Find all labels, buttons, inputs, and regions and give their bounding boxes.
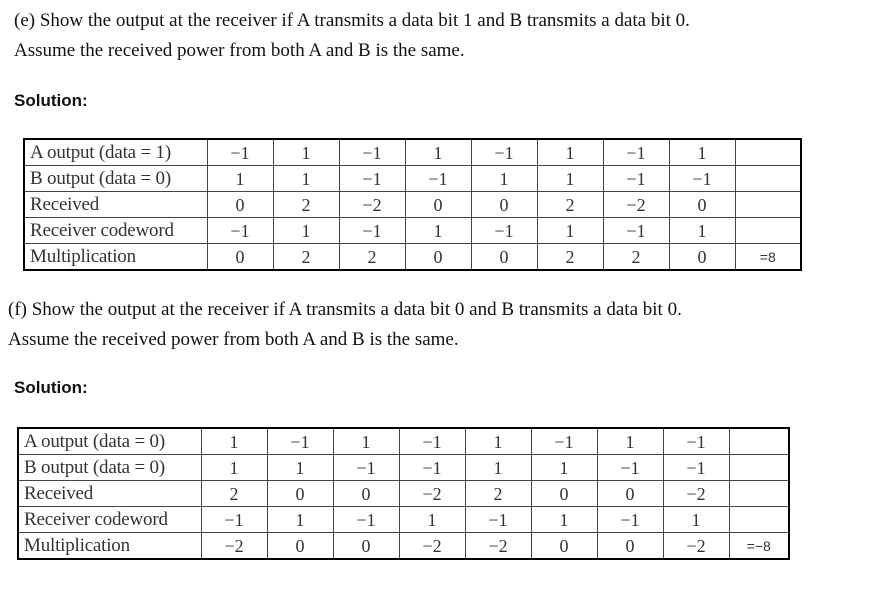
chip-cell: 0	[405, 244, 471, 271]
chip-cell: 1	[273, 218, 339, 244]
table-row	[24, 244, 801, 271]
result-cell: =8	[735, 244, 801, 271]
chip-cell: 0	[669, 192, 735, 218]
chip-cell: −2	[663, 481, 729, 507]
chip-cell: 0	[333, 481, 399, 507]
chip-cell: −1	[399, 455, 465, 481]
table-row	[24, 218, 801, 244]
chip-cell: −1	[399, 428, 465, 455]
cdma-table-e	[23, 138, 802, 271]
chip-cell: −2	[339, 192, 405, 218]
result-cell	[729, 507, 789, 533]
chip-cell: 2	[537, 244, 603, 271]
chip-cell: 0	[207, 192, 273, 218]
chip-cell: −2	[399, 533, 465, 560]
chip-cell: 1	[537, 139, 603, 166]
chip-cell: 0	[471, 192, 537, 218]
chip-cell: −1	[333, 455, 399, 481]
row-label: Multiplication	[24, 244, 207, 271]
table-row	[18, 533, 789, 560]
chip-cell: 2	[603, 244, 669, 271]
chip-cell: −1	[207, 139, 273, 166]
chip-cell: −1	[531, 428, 597, 455]
chip-cell: 1	[333, 428, 399, 455]
question-e-line1: (e) Show the output at the receiver if A transmits a data bit 1 and B transmits a data bit 0.	[14, 10, 690, 31]
chip-cell: 0	[597, 533, 663, 560]
row-label: Received	[18, 481, 201, 507]
chip-cell: 2	[537, 192, 603, 218]
chip-cell: 2	[273, 192, 339, 218]
question-f-line2: Assume the received power from both A and B is the same.	[8, 329, 459, 350]
row-label: Multiplication	[18, 533, 201, 560]
chip-cell: 1	[207, 166, 273, 192]
table-row	[24, 166, 801, 192]
question-e-text	[14, 6, 690, 66]
result-cell	[735, 139, 801, 166]
chip-cell: 1	[465, 455, 531, 481]
chip-cell: 1	[267, 507, 333, 533]
row-label: A output (data = 0)	[18, 428, 201, 455]
result-cell	[735, 166, 801, 192]
solution-e-heading: Solution:	[14, 91, 88, 110]
chip-cell: 2	[273, 244, 339, 271]
row-label: A output (data = 1)	[24, 139, 207, 166]
cdma-table-f	[17, 427, 790, 560]
chip-cell: −2	[603, 192, 669, 218]
chip-cell: −2	[399, 481, 465, 507]
question-f-text	[8, 295, 682, 355]
chip-cell: 1	[669, 218, 735, 244]
table-row	[18, 481, 789, 507]
chip-cell: 0	[267, 481, 333, 507]
chip-cell: −1	[207, 218, 273, 244]
row-label: Receiver codeword	[18, 507, 201, 533]
chip-cell: 1	[405, 139, 471, 166]
chip-cell: 1	[531, 455, 597, 481]
table-row	[18, 455, 789, 481]
chip-cell: 1	[405, 218, 471, 244]
chip-cell: 1	[669, 139, 735, 166]
chip-cell: −1	[603, 166, 669, 192]
chip-cell: 0	[267, 533, 333, 560]
chip-cell: −1	[471, 218, 537, 244]
result-cell	[735, 192, 801, 218]
chip-cell: 1	[597, 428, 663, 455]
chip-cell: −1	[597, 455, 663, 481]
chip-cell: −1	[663, 428, 729, 455]
chip-cell: 1	[201, 455, 267, 481]
chip-cell: −1	[603, 139, 669, 166]
row-label: Received	[24, 192, 207, 218]
table-row	[18, 428, 789, 455]
chip-cell: −1	[333, 507, 399, 533]
chip-cell: −1	[471, 139, 537, 166]
chip-cell: −1	[339, 166, 405, 192]
solution-f-heading: Solution:	[14, 378, 88, 397]
chip-cell: 1	[537, 166, 603, 192]
chip-cell: −1	[465, 507, 531, 533]
table-row	[18, 507, 789, 533]
chip-cell: 0	[207, 244, 273, 271]
chip-cell: 1	[531, 507, 597, 533]
chip-cell: −2	[663, 533, 729, 560]
chip-cell: 1	[663, 507, 729, 533]
result-cell: =−8	[729, 533, 789, 560]
result-cell	[729, 481, 789, 507]
row-label: B output (data = 0)	[24, 166, 207, 192]
chip-cell: −1	[663, 455, 729, 481]
result-cell	[729, 455, 789, 481]
chip-cell: −2	[201, 533, 267, 560]
table-row	[24, 192, 801, 218]
chip-cell: −1	[669, 166, 735, 192]
chip-cell: 1	[273, 139, 339, 166]
chip-cell: 0	[531, 481, 597, 507]
chip-cell: −1	[597, 507, 663, 533]
chip-cell: 0	[405, 192, 471, 218]
chip-cell: 0	[669, 244, 735, 271]
chip-cell: 1	[471, 166, 537, 192]
chip-cell: 1	[465, 428, 531, 455]
chip-cell: 1	[201, 428, 267, 455]
chip-cell: 2	[339, 244, 405, 271]
row-label: B output (data = 0)	[18, 455, 201, 481]
chip-cell: −1	[201, 507, 267, 533]
result-cell	[729, 428, 789, 455]
chip-cell: −1	[405, 166, 471, 192]
result-cell	[735, 218, 801, 244]
row-label: Receiver codeword	[24, 218, 207, 244]
chip-cell: 0	[531, 533, 597, 560]
chip-cell: 2	[201, 481, 267, 507]
question-f-line1: (f) Show the output at the receiver if A transmits a data bit 0 and B transmits a data bit 0.	[8, 299, 682, 320]
chip-cell: 0	[333, 533, 399, 560]
chip-cell: −1	[603, 218, 669, 244]
chip-cell: −1	[339, 218, 405, 244]
table-row	[24, 139, 801, 166]
question-e-line2: Assume the received power from both A and B is the same.	[14, 40, 465, 61]
chip-cell: 0	[597, 481, 663, 507]
chip-cell: 0	[471, 244, 537, 271]
chip-cell: 1	[537, 218, 603, 244]
chip-cell: −1	[339, 139, 405, 166]
chip-cell: 2	[465, 481, 531, 507]
chip-cell: 1	[273, 166, 339, 192]
chip-cell: 1	[267, 455, 333, 481]
chip-cell: −1	[267, 428, 333, 455]
chip-cell: −2	[465, 533, 531, 560]
chip-cell: 1	[399, 507, 465, 533]
